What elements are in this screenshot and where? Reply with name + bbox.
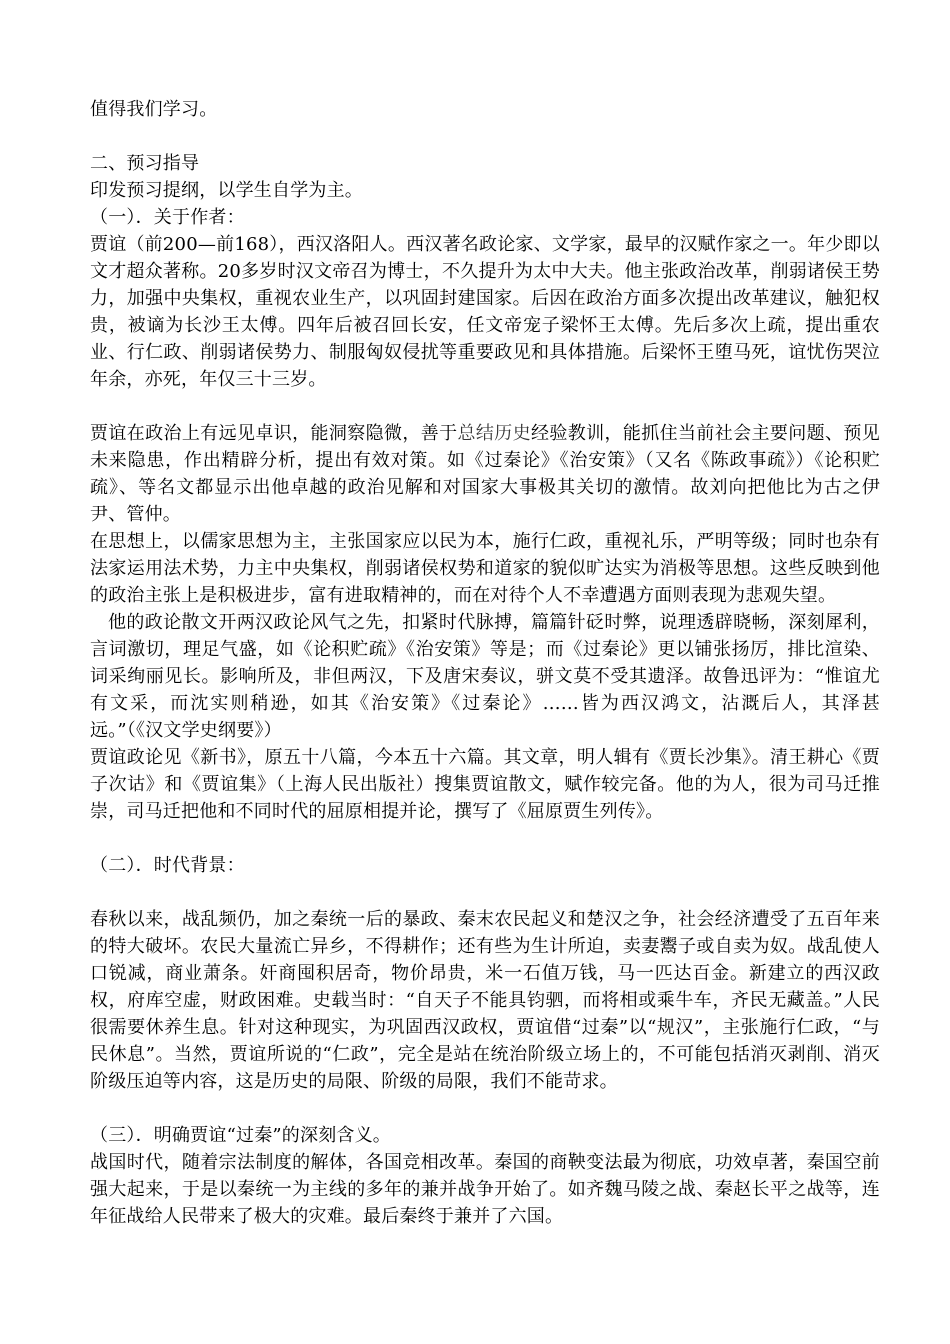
section2-title: 二、预习指导 xyxy=(90,153,200,174)
author-paragraph-2 xyxy=(90,420,880,528)
blank-line xyxy=(90,123,880,150)
history-summary-link[interactable]: 总结历史 xyxy=(457,423,532,444)
author-paragraph-5: 贾谊政论见《新书》，原五十八篇，今本五十六篇。其文章，明人辑有《贾长沙集》。清王耕心《贾子次诂》和《贾谊集》（上海人民出版社）搜集贾谊散文，赋作较完备。他的为人，很为司马迁推崇，司马迁把他和不同时代的屈原相提并论，撰写了《屈原贾生列传》。 xyxy=(90,747,880,822)
sub3-paragraph: 战国时代，随着宗法制度的解体，各国竞相改革。秦国的商鞅变法最为彻底，功效卓著，秦国空前强大起来，于是以秦统一为主线的多年的兼并战争开始了。如齐魏马陵之战、秦赵长平之战等，连年征战给人民带来了极大的灾难。最后秦终于兼并了六国。 xyxy=(90,1152,880,1227)
blank-line xyxy=(90,393,880,420)
author-paragraph-2-start: 贾谊在政治上有远见卓识，能洞察隐微，善于 xyxy=(90,423,458,444)
intro-tail: 值得我们学习。 xyxy=(90,99,218,120)
author-paragraph-1: 贾谊（前200—前168），西汉洛阳人。西汉著名政论家、文学家，最早的汉赋作家之一。年少即以文才超众著称。20多岁时汉文帝召为博士，不久提升为太中大夫。他主张政治改革，削弱诸侯王势力，加强中央集权，重视农业生产，以巩固封建国家。后因在政治方面多次提出改革建议，触犯权贵，被谪为长沙王太傅。四年后被召回长安，任文帝宠子梁怀王太傅。先后多次上疏，提出重农业、行仁政、削弱诸侯势力、制服匈奴侵扰等重要政见和具体措施。后梁怀王堕马死，谊忧伤哭泣年余，亦死，年仅三十三岁。 xyxy=(90,234,880,390)
author-paragraph-4: 他的政论散文开两汉政论风气之先，扣紧时代脉搏，篇篇针砭时弊，说理透辟晓畅，深刻犀利，言词激切，理足气盛，如《论积贮疏》《治安策》等是；而《过秦论》更以铺张扬厉，排比渲染、词采绚丽见长。影响所及，非但两汉，下及唐宋奏议，骈文莫不受其遗泽。故鲁迅评为：“惟谊尤有文采，而沈实则稍逊，如其《治安策》《过秦论》……皆为西汉鸿文，沾溉后人，其泽甚远。”（《汉文学史纲要》） xyxy=(90,612,880,741)
document-page xyxy=(90,96,880,1230)
sub1-title: （一）．关于作者： xyxy=(90,207,245,228)
section2-intro: 印发预习提纲，以学生自学为主。 xyxy=(90,180,363,201)
blank-line xyxy=(90,825,880,852)
author-paragraph-2-rest: 经验教训，能抓住当前社会主要问题、预见未来隐患，作出精辟分析，提出有效对策。如《过秦论》《治安策》（又名《陈政事疏》）《论积贮疏》、等名文都显示出他卓越的政治见解和对国家大事极其关切的激情。故刘向把他比为古之伊尹、管仲。 xyxy=(90,423,880,525)
sub3-title: （三）．明确贾谊“过秦”的深刻含义。 xyxy=(90,1125,392,1146)
author-paragraph-3: 在思想上，以儒家思想为主，主张国家应以民为本，施行仁政，重视礼乐，严明等级；同时也杂有法家运用法术势，力主中央集权，削弱诸侯权势和道家的貌似旷达实为消极等思想。这些反映到他的政治主张上是积极进步，富有进取精神的，而在对待个人不幸遭遇方面则表现为悲观失望。 xyxy=(90,531,880,606)
background-paragraph: 春秋以来，战乱频仍，加之秦统一后的暴政、秦末农民起义和楚汉之争，社会经济遭受了五百年来的特大破坏。农民大量流亡异乡，不得耕作；还有些为生计所迫，卖妻鬻子或自卖为奴。战乱使人口锐减，商业萧条。奸商囤积居奇，物价昂贵，米一石值万钱，马一匹达百金。新建立的西汉政权，府库空虚，财政困难。史载当时：“自天子不能具钧驷，而将相或乘牛车，齐民无藏盖。”人民很需要休养生息。针对这种现实，为巩固西汉政权，贾谊借“过秦”以“规汉”，主张施行仁政，“与民休息”。当然，贾谊所说的“仁政”，完全是站在统治阶级立场上的，不可能包括消灭剥削、消灭阶级压迫等内容，这是历史的局限、阶级的局限，我们不能苛求。 xyxy=(90,909,880,1092)
sub2-title: （二）．时代背景： xyxy=(90,855,245,876)
blank-line xyxy=(90,879,880,906)
blank-line xyxy=(90,1095,880,1122)
